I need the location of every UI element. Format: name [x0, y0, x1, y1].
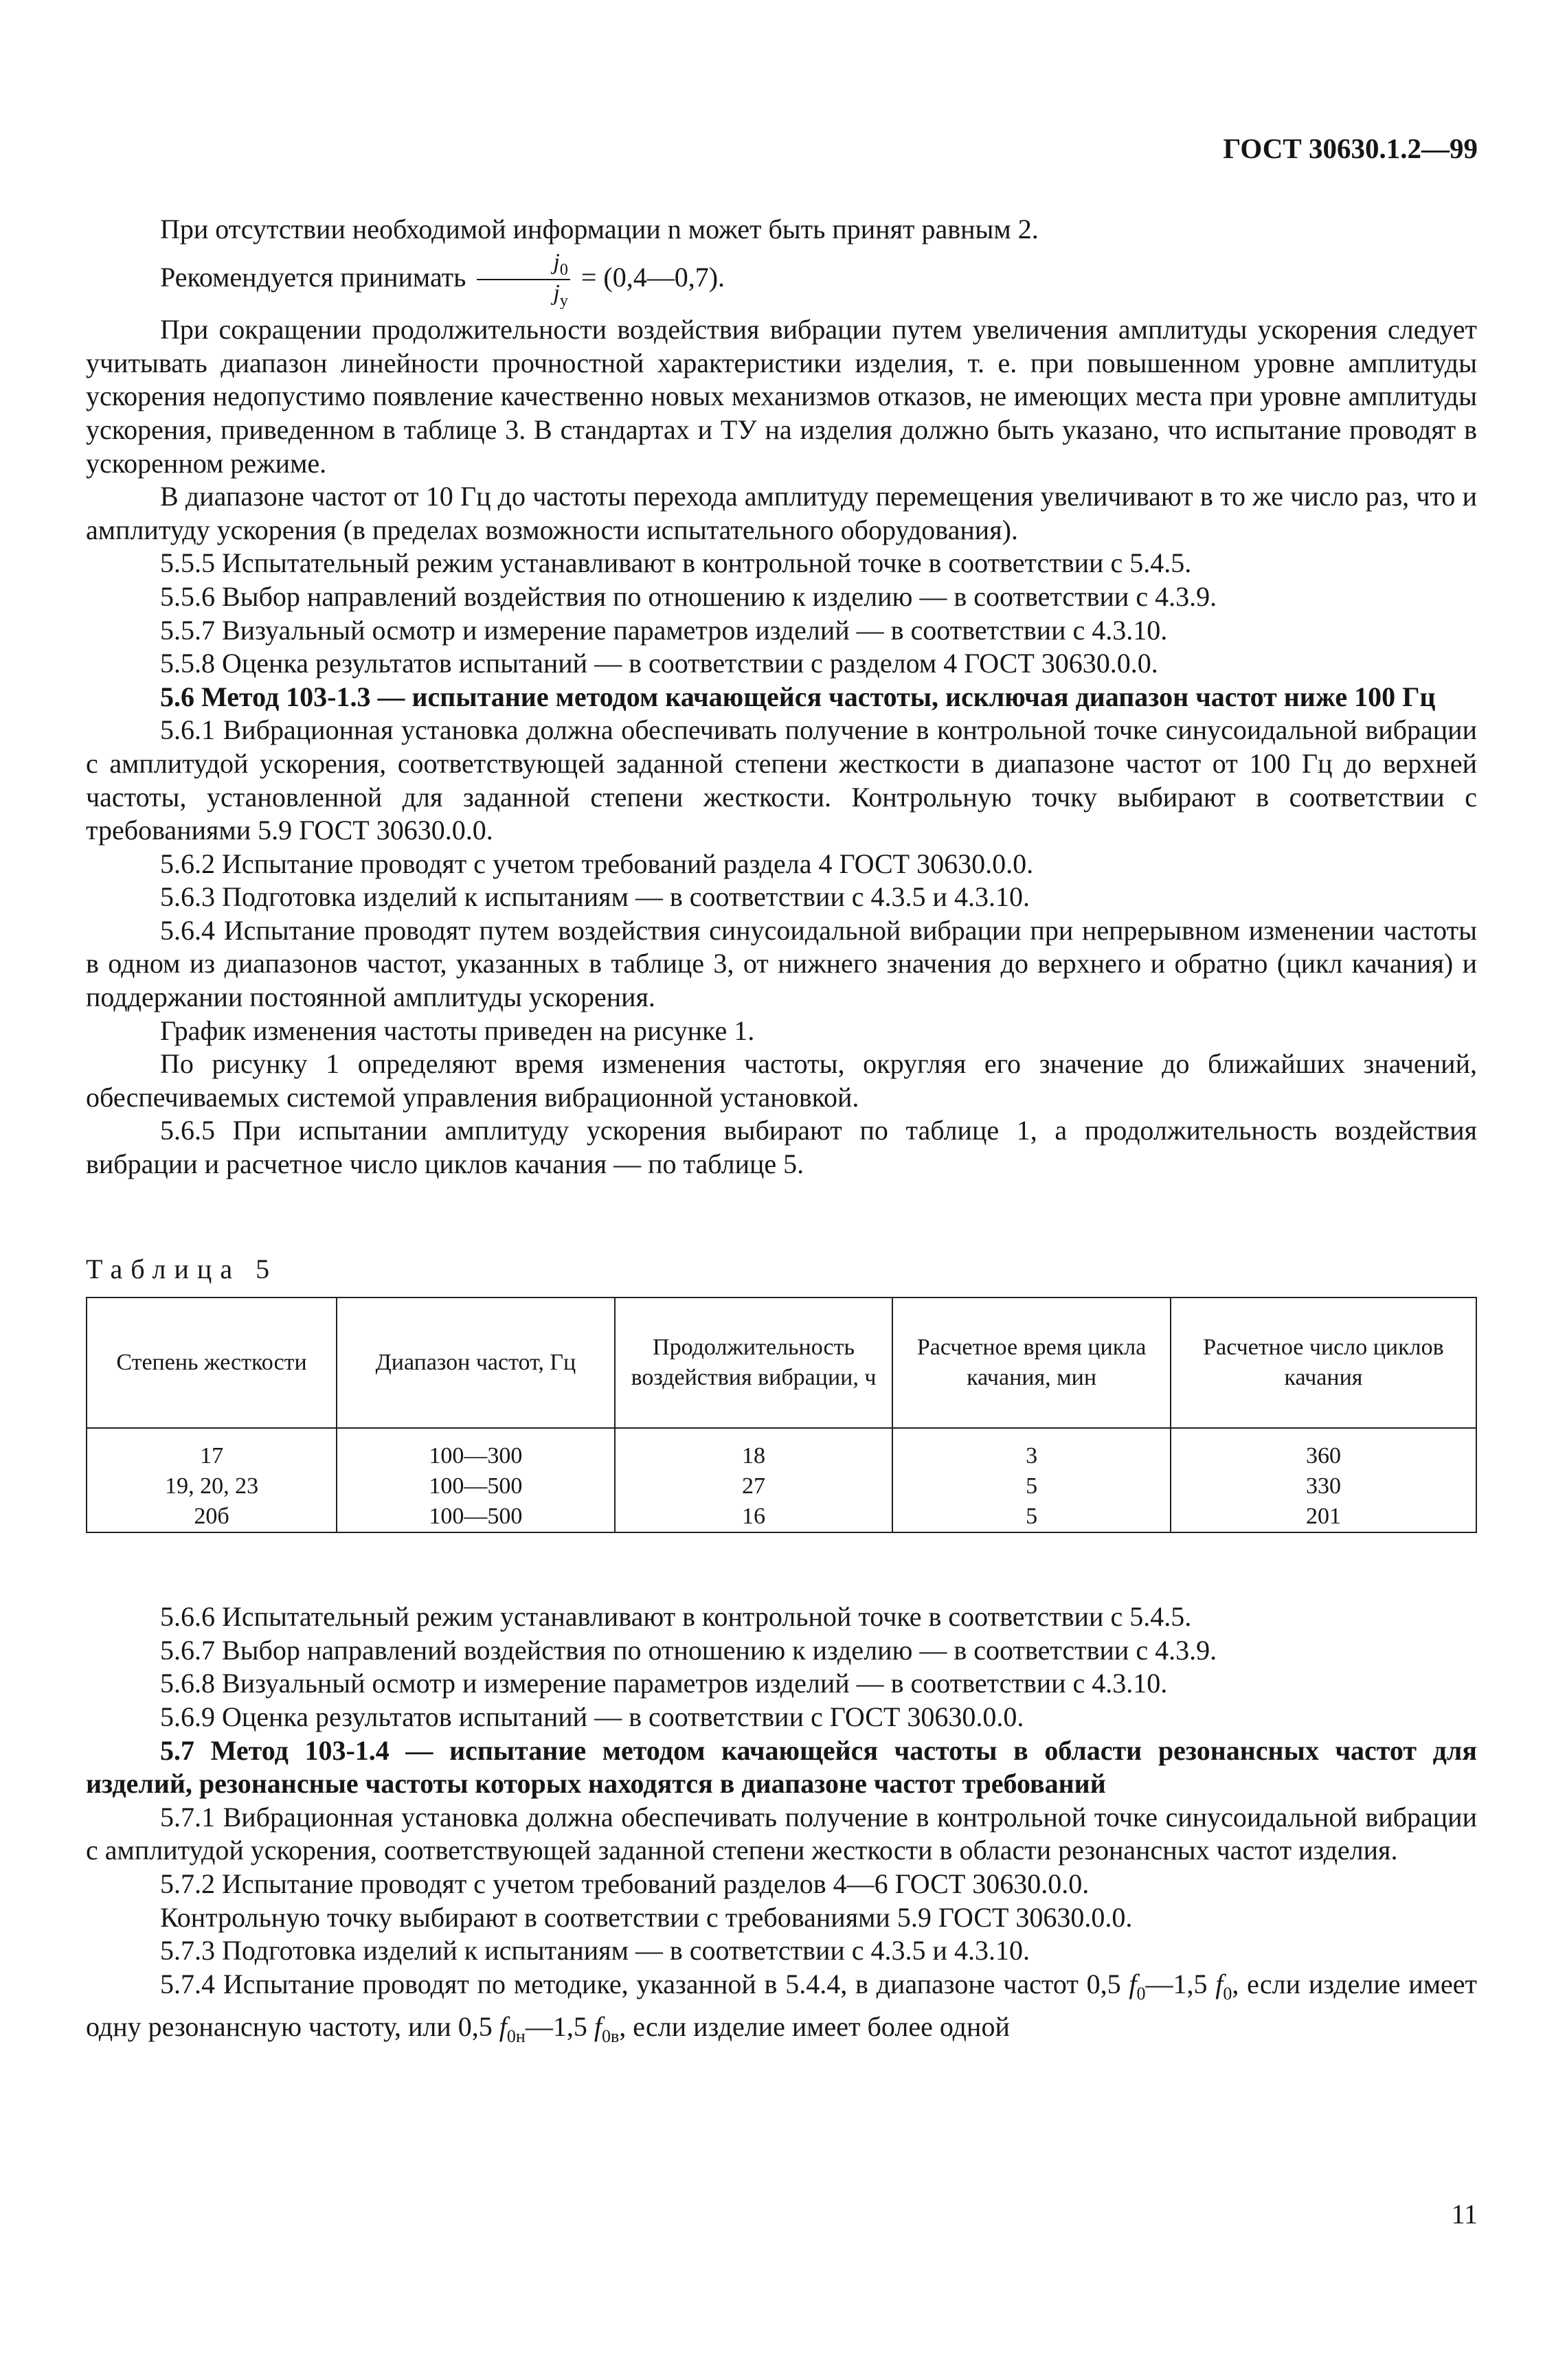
paragraph: При отсутствии необходимой информации n может быть принят равным 2. — [160, 214, 1039, 245]
table-cell: 100—500 — [429, 1473, 523, 1499]
table-cell: 5 — [1026, 1504, 1038, 1530]
column-header: Степень жесткости — [87, 1297, 337, 1428]
table-cell: 16 — [742, 1504, 766, 1530]
table-cell: 20б — [194, 1504, 229, 1530]
paragraph: 5.5.5 Испытательный режим устанавливают в контрольной точке в соответствии с 5.4.5. — [160, 547, 1192, 579]
paragraph: 5.5.7 Визуальный осмотр и измерение параметров изделий — в соответствии с 4.3.10. — [160, 614, 1168, 646]
table-cell: 18 — [742, 1443, 766, 1469]
paragraph: 5.6.4 Испытание проводят путем воздействия синусоидальной вибрации при непрерывном изменении частоты в одном из диапазонов частот, указанных в таблице 3, от нижнего значения до верхнего и обратно (цикл качания) и поддержании постоянной амплитуды ускорения. — [86, 914, 1477, 1013]
table-cell: 100—500 — [429, 1504, 523, 1530]
page-content — [86, 213, 1477, 2054]
recommend-formula: Рекомендуется принимать $\frac{j_0}{j_у}$ = (0,4—0,7). — [160, 249, 725, 310]
column-header: Диапазон частот, Гц — [337, 1297, 615, 1428]
table-cell: 100—300 — [429, 1443, 523, 1469]
table-caption: Таблица 5 — [86, 1253, 278, 1284]
document-header: ГОСТ 30630.1.2—99 — [1223, 133, 1478, 164]
column-header: Расчетное число циклов качания — [1171, 1297, 1476, 1428]
paragraph: 5.5.8 Оценка результатов испытаний — в соответствии с разделом 4 ГОСТ 30630.0.0. — [160, 648, 1158, 679]
paragraph: 5.6.3 Подготовка изделий к испытаниям — в соответствии с 4.3.5 и 4.3.10. — [160, 881, 1030, 913]
paragraph: По рисунку 1 определяют время изменения частоты, округляя его значение до ближайших значений, обеспечиваемых системой управления вибрационной установкой. — [86, 1048, 1477, 1113]
paragraph: Контрольную точку выбирают в соответствии с требованиями 5.9 ГОСТ 30630.0.0. — [160, 1901, 1133, 1933]
column-header: Продолжительность воздействия вибрации, ч — [615, 1297, 893, 1428]
table-cell: 17 — [200, 1443, 224, 1469]
table-cell: 3 — [1026, 1443, 1038, 1469]
page-number: 11 — [1451, 2199, 1478, 2230]
section-after-table — [86, 1600, 1477, 2054]
paragraph-5-7-4: 5.7.4 Испытание проводят по методике, указанной в 5.4.4, в диапазоне частот 0,5 $f_0—1,5$ $f_0$, если изделие имеет одну резонансную частоту, или 0,5 $f_{0н}—1,5$ $f_{0в}$, если изделие имеет более одной — [86, 1968, 1478, 2047]
table-row — [87, 1428, 1476, 1532]
paragraph: 5.7.1 Вибрационная установка должна обеспечивать получение в контрольной точке синусоидальной вибрации с амплитудой ускорения, соответствующей заданной степени жесткости в области резонансных частот изделия. — [86, 1801, 1477, 1866]
paragraph: В диапазоне частот от 10 Гц до частоты перехода амплитуду перемещения увеличивают в то же число раз, что и амплитуду ускорения (в пределах возможности испытательного оборудования). — [86, 481, 1477, 545]
table-cell: 19, 20, 23 — [165, 1473, 259, 1499]
section-heading-5-7: 5.7 Метод 103-1.4 — испытание методом качающейся частоты в области резонансных частот для изделий, резонансные частоты которых находятся в диапазоне частот требований — [86, 1734, 1477, 1800]
paragraph: При сокращении продолжительности воздействия вибрации путем увеличения амплитуды ускорения следует учитывать диапазон линейности прочностной характеристики изделия, т. е. при повышенном уровне амплитуды ускорения недопустимо появление качественно новых механизмов отказов, не имеющих места при уровне амплитуды ускорения, приведенном в таблице 3. В стандартах и ТУ на изделия должно быть указано, что испытание проводят в ускоренном режиме. — [86, 314, 1477, 479]
paragraph: 5.5.6 Выбор направлений воздействия по отношению к изделию — в соответствии с 4.3.9. — [160, 580, 1217, 612]
table-5 — [86, 1297, 1477, 1533]
paragraph: 5.7.3 Подготовка изделий к испытаниям — в соответствии с 4.3.5 и 4.3.10. — [160, 1935, 1030, 1967]
table-cell: 201 — [1305, 1504, 1341, 1530]
table-cell: 360 — [1305, 1443, 1341, 1469]
paragraph: 5.6.9 Оценка результатов испытаний — в соответствии с ГОСТ 30630.0.0. — [160, 1701, 1024, 1732]
table-cell: 330 — [1305, 1473, 1341, 1499]
paragraph: 5.6.5 При испытании амплитуду ускорения выбирают по таблице 1, а продолжительность воздействия вибрации и расчетное число циклов качания — по таблице 5. — [86, 1115, 1477, 1180]
section-heading-5-6: 5.6 Метод 103-1.3 — испытание методом качающейся частоты, исключая диапазон частот ниже 100 Гц — [160, 681, 1436, 712]
table-cell: 27 — [742, 1473, 766, 1499]
paragraph: График изменения частоты приведен на рисунке 1. — [160, 1015, 755, 1046]
paragraph: 5.6.7 Выбор направлений воздействия по отношению к изделию — в соответствии с 4.3.9. — [160, 1634, 1217, 1666]
paragraph: 5.6.8 Визуальный осмотр и измерение параметров изделий — в соответствии с 4.3.10. — [160, 1668, 1168, 1699]
paragraph: 5.6.2 Испытание проводят с учетом требований раздела 4 ГОСТ 30630.0.0. — [160, 848, 1034, 879]
fraction: $\frac{j_0}{j_у}$ — [477, 251, 570, 310]
column-header: Расчетное время цикла качания, мин — [892, 1297, 1171, 1428]
table-cell: 5 — [1026, 1473, 1038, 1499]
paragraph: 5.6.6 Испытательный режим устанавливают в контрольной точке в соответствии с 5.4.5. — [160, 1601, 1192, 1633]
paragraph: 5.6.1 Вибрационная установка должна обеспечивать получение в контрольной точке синусоидальной вибрации с амплитудой ускорения, соответствующей заданной степени жесткости в диапазоне частот от 100 Гц до верхней частоты, установленной для заданной степени жесткости. Контрольную точку выбирают в соответствии с требованиями 5.9 ГОСТ 30630.0.0. — [86, 714, 1477, 846]
paragraph: 5.7.2 Испытание проводят с учетом требований разделов 4—6 ГОСТ 30630.0.0. — [160, 1868, 1090, 1899]
